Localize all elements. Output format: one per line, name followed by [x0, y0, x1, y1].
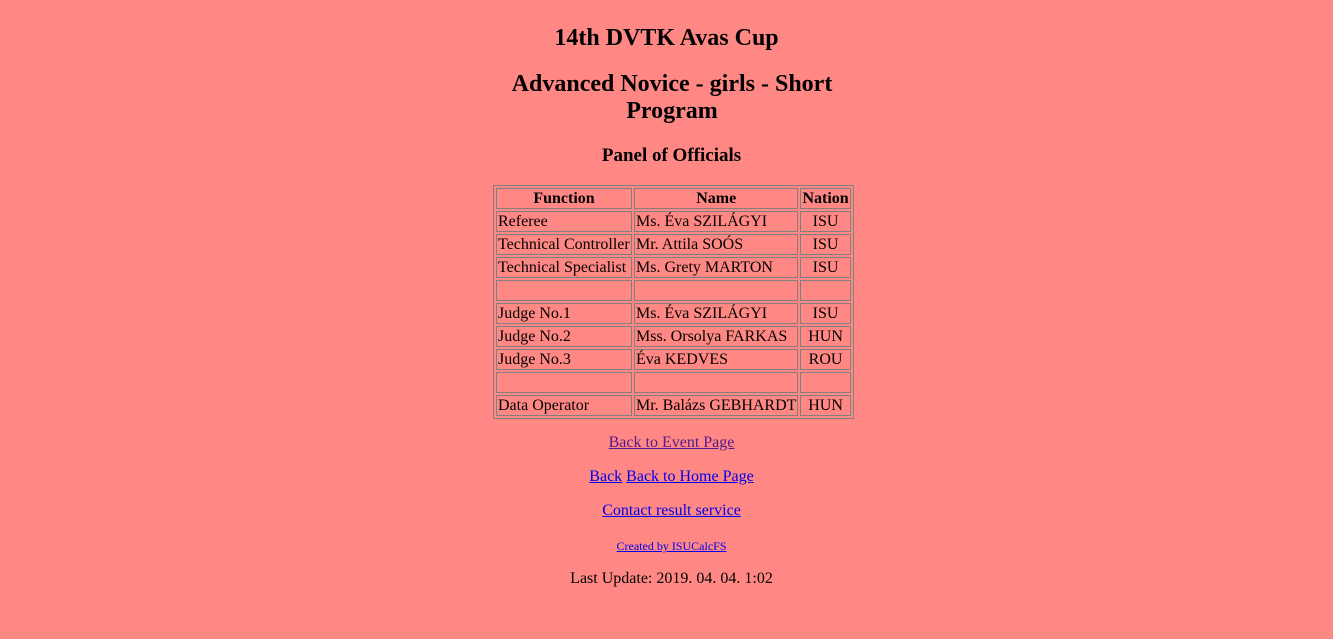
function-cell: Judge No.1 [496, 303, 632, 324]
table-row-empty [496, 372, 851, 393]
back-to-home-page-link[interactable]: Back to Home Page [626, 468, 754, 485]
column-header-name: Name [634, 188, 798, 209]
nation-cell [800, 372, 850, 393]
created-by-row [0, 537, 1333, 556]
created-by-link[interactable]: Created by ISUCalcFS [616, 539, 727, 553]
table-row [496, 303, 851, 324]
last-update: Last Update: 2019. 04. 04. 1:02 [570, 570, 773, 587]
name-cell: Ms. Éva SZILÁGYI [634, 211, 798, 232]
nation-cell: ISU [800, 257, 850, 278]
column-header-nation: Nation [802, 190, 849, 207]
nation-cell: HUN [800, 395, 850, 416]
nation-cell: ISU [800, 211, 850, 232]
contact-link-row [0, 501, 1333, 520]
name-cell: Mr. Balázs GEBHARDT [636, 397, 797, 414]
function-cell: Judge No.3 [496, 349, 632, 370]
function-cell: Referee [496, 211, 632, 232]
table-row [496, 234, 851, 255]
table-row [496, 326, 851, 347]
name-cell: Mr. Attila SOÓS [634, 234, 798, 255]
panel-heading: Panel of Officials [601, 145, 742, 166]
table-row [496, 211, 851, 232]
nation-cell: ISU [800, 234, 850, 255]
table-row [496, 395, 851, 416]
function-cell: Judge No.2 [496, 326, 632, 347]
table-row [496, 257, 851, 278]
table-header-row [496, 188, 851, 209]
nation-cell [800, 280, 850, 301]
function-cell: Data Operator [496, 395, 632, 416]
function-cell [496, 372, 632, 393]
function-cell [496, 280, 632, 301]
name-cell: Ms. Éva SZILÁGYI [634, 303, 798, 324]
name-cell: Éva KEDVES [634, 349, 798, 370]
contact-result-service-link[interactable]: Contact result service [602, 502, 741, 519]
table-row-empty [496, 280, 851, 301]
nation-cell: ROU [800, 349, 850, 370]
nation-cell: HUN [800, 326, 850, 347]
event-page-link-row [0, 433, 1333, 452]
name-cell: Ms. Grety MARTON [634, 257, 798, 278]
name-cell [634, 372, 798, 393]
column-header-function: Function [496, 188, 632, 209]
function-cell: Technical Specialist [496, 257, 632, 278]
table-row [496, 349, 851, 370]
event-title: 14th DVTK Avas Cup [554, 25, 779, 51]
category-title: Advanced Novice - girls - Short Program [511, 71, 833, 124]
back-link[interactable]: Back [589, 468, 623, 485]
name-cell [634, 280, 798, 301]
name-cell: Mss. Orsolya FARKAS [634, 326, 798, 347]
function-cell: Technical Controller [496, 234, 632, 255]
nation-cell: ISU [800, 303, 850, 324]
back-to-event-page-link[interactable]: Back to Event Page [608, 434, 735, 451]
home-links-row [0, 467, 1333, 486]
officials-table [493, 185, 854, 419]
